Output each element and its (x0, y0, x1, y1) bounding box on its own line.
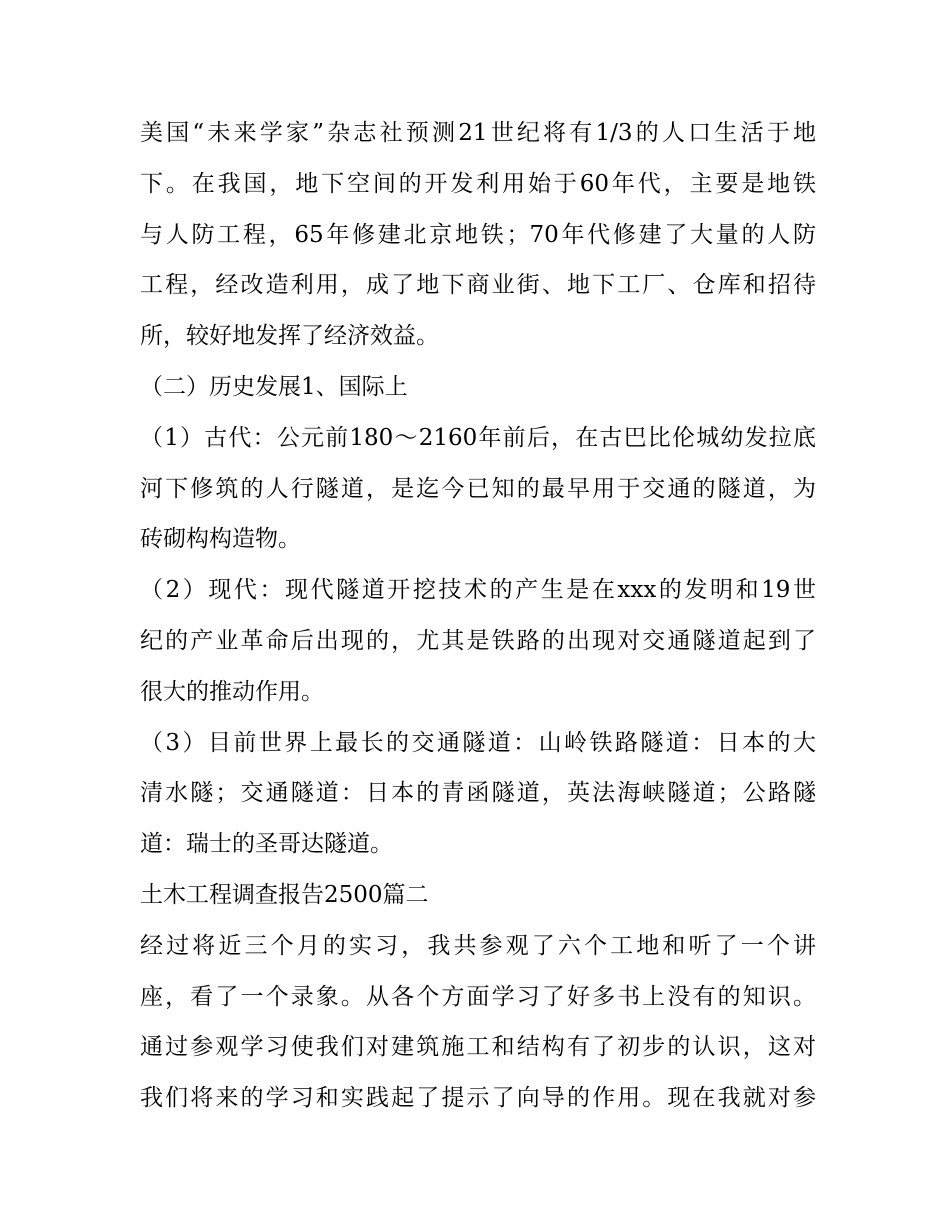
text-line: （3）目前世界上最长的交通隧道：山岭铁路隧道：日本的大 (140, 729, 816, 756)
text-line: 道：瑞士的圣哥达隧道。 (140, 831, 393, 858)
text-line: （2）现代：现代隧道开挖技术的产生是在xxx的发明和19世 (140, 577, 816, 604)
text-line: 美国“未来学家”杂志社预测21世纪将有1/3的人口生活于地 (140, 120, 816, 146)
text-line: 很大的推动作用。 (140, 678, 324, 705)
text-line: 我们将来的学习和实践起了提示了向导的作用。现在我就对参 (140, 1085, 816, 1112)
text-line: 下。在我国，地下空间的开发利用始于60年代，主要是地铁 (140, 170, 816, 197)
text-line: 清水隧；交通隧道：日本的青函隧道，英法海峡隧道；公路隧 (140, 780, 816, 807)
text-line: 与人防工程，65年修建北京地铁；70年代修建了大量的人防 (140, 221, 816, 248)
document-subtitle: 土木工程调查报告2500篇二 (140, 881, 429, 908)
section-heading: （二）历史发展1、国际上 (140, 373, 408, 400)
document-body (140, 108, 816, 1124)
text-line: 座，看了一个录象。从各个方面学习了好多书上没有的知识。 (140, 983, 816, 1010)
text-line: （1）古代：公元前180～2160年前后，在古巴比伦城幼发拉底 (140, 424, 816, 451)
text-line: 经过将近三个月的实习，我共参观了六个工地和听了一个讲 (140, 932, 816, 959)
text-line: 工程，经改造利用，成了地下商业街、地下工厂、仓库和招待 (140, 272, 816, 299)
text-line: 砖砌构构造物。 (140, 526, 301, 553)
text-line: 纪的产业革命后出现的，尤其是铁路的出现对交通隧道起到了 (140, 627, 816, 654)
text-line: 通过参观学习使我们对建筑施工和结构有了初步的认识，这对 (140, 1034, 816, 1061)
text-line: 河下修筑的人行隧道，是迄今已知的最早用于交通的隧道，为 (140, 475, 816, 502)
text-line: 所，较好地发挥了经济效益。 (140, 323, 439, 350)
